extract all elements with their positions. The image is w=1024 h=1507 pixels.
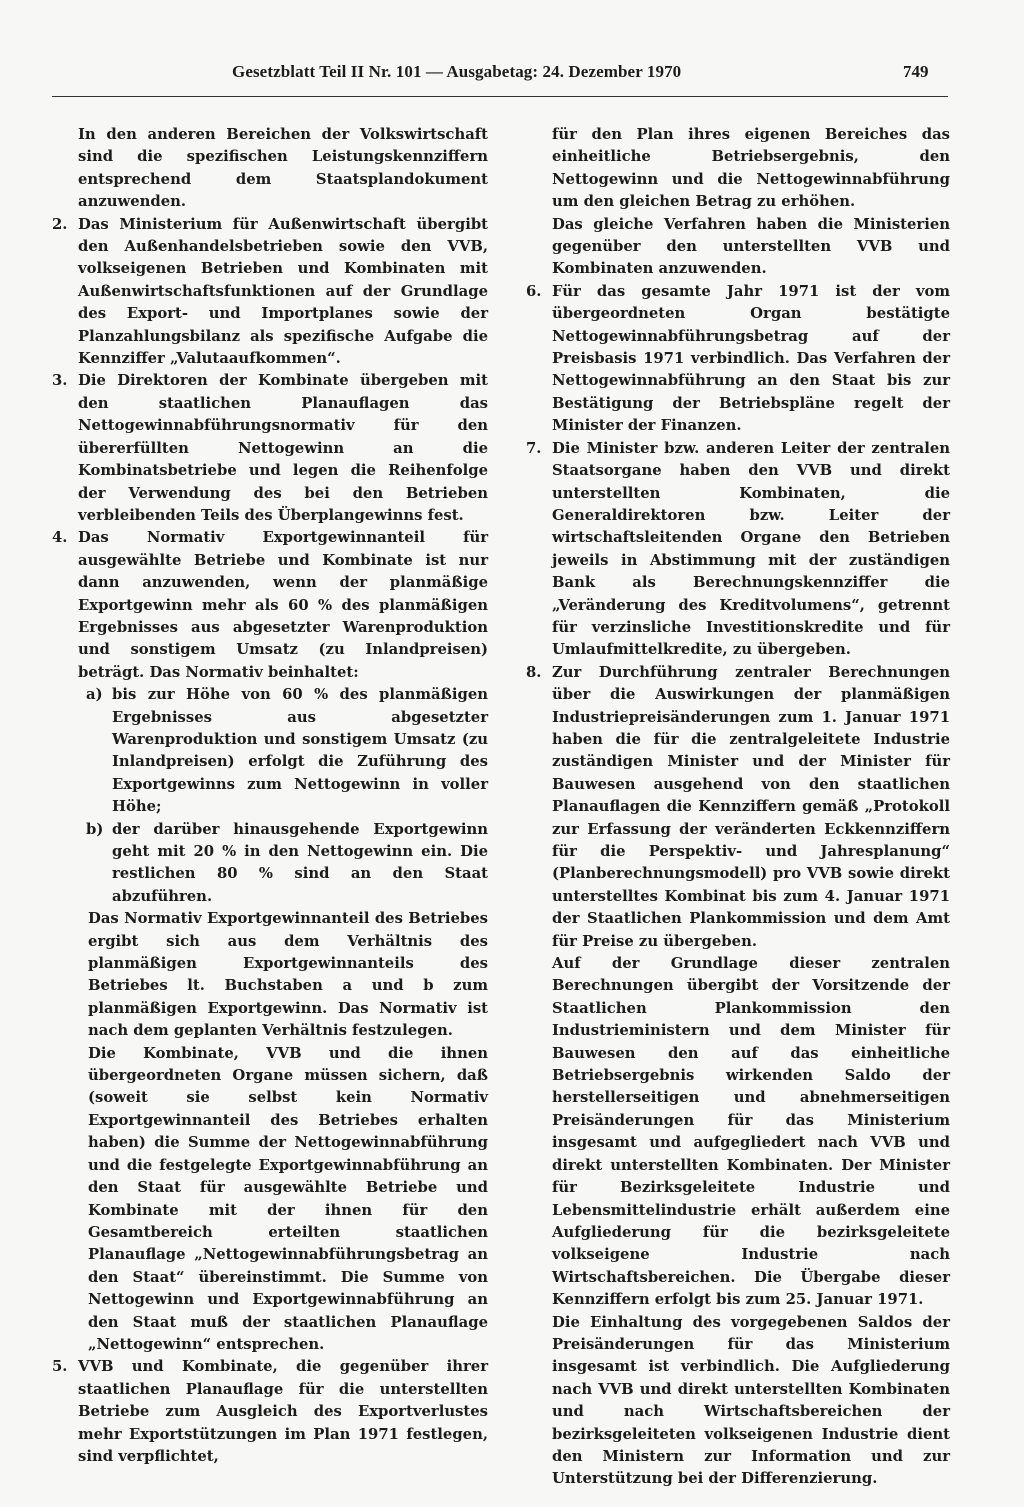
item-5-continuation: für den Plan ihres eigenen Bereiches das einheitliche Betriebsergebnis, den Nettogewinn und die Nettogewinnabführung um den gleichen Betrag zu erhöhen. [552, 126, 950, 211]
item-text: Das Normativ Exportgewinnanteil für ausgewählte Betriebe und Kombinate ist nur dann anzuwenden, wenn der planmäßige Exportgewinn mehr als 60 % des planmäßigen Ergebnisses aus abgesetzter Warenproduktion und sonstigem Umsatz (zu Inlandpreisen) beträgt. Das Normativ beinhaltet: [78, 529, 488, 681]
item-number: 7. [526, 439, 542, 457]
item-text: Die Minister bzw. anderen Leiter der zentralen Staatsorgane haben den VVB und direkt unterstellten Kombinaten, die Generaldirektoren bzw. Leiter der wirtschaftsleitenden Organe den Betrieben jeweils in Abstimmung mit der zuständigen Bank als Berechnungskennziffer die „Veränderung des Kreditvolumens“, getrennt für verzinsliche Investitionskredite und für Umlaufmittelkredite, zu übergeben. [552, 439, 950, 659]
item-number: 2. [52, 215, 68, 233]
left-column [52, 124, 488, 1468]
sub-item-letter: b) [86, 820, 104, 838]
item-number: 5. [52, 1358, 68, 1376]
list-item-6 [522, 281, 950, 438]
right-column [522, 124, 950, 1491]
list-item-5 [52, 1356, 488, 1468]
running-header: Gesetzblatt Teil II Nr. 101 — Ausgabetag: 24. Dezember 1970 [232, 62, 682, 81]
sub-item-text: bis zur Höhe von 60 % des planmäßigen Ergebnisses aus abgesetzter Warenproduktion und sonstigem Umsatz (zu Inlandpreisen) erfolgt die Zuführung des Exportgewinns zum Nettogewinn in voller Höhe; [112, 686, 488, 816]
item-5-continuation-2: Das gleiche Verfahren haben die Ministerien gegenüber den unterstellten VVB und Kombinaten anzuwenden. [552, 215, 950, 278]
intro-paragraph: In den anderen Bereichen der Volkswirtschaft sind die spezifischen Leistungskennziffern entsprechend dem Staatsplandokument anzuwenden. [78, 126, 488, 211]
list-item-8 [522, 662, 950, 953]
sub-item-text: der darüber hinausgehende Exportgewinn geht mit 20 % in den Nettogewinn ein. Die restlichen 80 % sind an den Staat abzuführen. [112, 820, 488, 905]
item-text: Zur Durchführung zentraler Berechnungen über die Auswirkungen der planmäßigen Industriepreisänderungen zum 1. Januar 1971 haben die für die zentralgeleitete Industrie zuständigen Minister und der Minister für Bauwesen ausgehend von den staatlichen Planauflagen die Kennziffern gemäß „Protokoll zur Erfassung der veränderten Eckkennziffern für die Perspektiv- und Jahresplanung“ (Planberechnungsmodell) pro VVB sowie direkt unterstelltes Kombinat bis zum 4. Januar 1971 der Staatlichen Plankommission und dem Amt für Preise zu übergeben. [552, 663, 950, 950]
list-item-2 [52, 214, 488, 371]
item-text: VVB und Kombinate, die gegenüber ihrer staatlichen Planauflage für die unterstellten Betriebe zum Ausgleich des Exportverlustes mehr Exportstützungen im Plan 1971 festlegen, sind verpflichtet, [78, 1358, 488, 1465]
list-item-4 [52, 527, 488, 684]
item-text: Für das gesamte Jahr 1971 ist der vom übergeordneten Organ bestätigte Nettogewinnabführungsbetrag auf der Preisbasis 1971 verbindlich. Das Verfahren der Nettogewinnabführung an den Staat bis zur Bestätigung der Betriebspläne regelt der Minister der Finanzen. [552, 282, 950, 435]
item-number: 8. [526, 663, 542, 681]
sub-item-letter: a) [86, 686, 103, 704]
item-4-continuation-1: Das Normativ Exportgewinnanteil des Betriebes ergibt sich aus dem Verhältnis des planmäßigen Exportgewinnanteils des Betriebes lt. Buchstaben a und b zum planmäßigen Exportgewinn. Das Normativ ist nach dem geplanten Verhältnis festzulegen. [88, 910, 488, 1040]
item-text: Das Ministerium für Außenwirtschaft übergibt den Außenhandelsbetrieben sowie den VVB, volkseigenen Betrieben und Kombinaten mit Außenwirtschaftsfunktionen auf der Grundlage des Export- und Importplanes sowie der Planzahlungsbilanz als spezifische Aufgabe die Kennziffer „Valutaaufkommen“. [78, 215, 488, 368]
item-number: 6. [526, 282, 542, 300]
list-item-7 [522, 438, 950, 662]
item-8-continuation-1: Auf der Grundlage dieser zentralen Berechnungen übergibt der Vorsitzende der Staatlichen Plankommission den Industrieministern und dem Minister für Bauwesen den auf das einheitliche Betriebsergebnis wirkenden Saldo der herstellerseitigen und abnehmerseitigen Preisänderungen für das Ministerium insgesamt und aufgegliedert nach VVB und direkt unterstellten Kombinaten. Der Minister für Bezirksgeleitete Industrie und Lebensmittelindustrie erhält außerdem eine Aufgliederung für die bezirksgeleitete volkseigene Industrie nach Wirtschaftsbereichen. Die Übergabe dieser Kennziffern erfolgt bis zum 25. Januar 1971. [552, 955, 950, 1309]
item-4-continuation-2: Die Kombinate, VVB und die ihnen übergeordneten Organe müssen sichern, daß (soweit sie selbst kein Normativ Exportgewinnanteil des Betriebes erhalten haben) die Summe der Nettogewinnabführung und die festgelegte Exportgewinnabführung an den Staat für ausgewählte Betriebe und Kombinate mit der ihnen für den Gesamtbereich erteilten staatlichen Planauflage „Nettogewinnabführungsbetrag an den Staat“ übereinstimmt. Die Summe von Nettogewinn und Exportgewinnabführung an den Staat muß der staatlichen Planauflage „Nettogewinn“ entsprechen. [88, 1044, 488, 1353]
item-8-continuation-2: Die Einhaltung des vorgegebenen Saldos der Preisänderungen für das Ministerium insgesamt ist verbindlich. Die Aufgliederung nach VVB und direkt unterstellten Kombinaten und nach Wirtschaftsbereichen der bezirksgeleiteten volkseigenen Industrie dient den Ministern zur Information und zur Unterstützung bei der Differenzierung. [552, 1313, 950, 1488]
page-number: 749 [903, 62, 929, 81]
item-number: 3. [52, 372, 68, 390]
header-rule [52, 96, 948, 97]
item-text: Die Direktoren der Kombinate übergeben mit den staatlichen Planauflagen das Nettogewinnabführungsnormativ für den übererfüllten Nettogewinn an die Kombinatsbetriebe und legen die Reihenfolge der Verwendung des bei den Betrieben verbleibenden Teils des Überplangewinns fest. [78, 372, 488, 524]
sub-item-a [52, 684, 488, 818]
sub-item-b [52, 819, 488, 909]
item-number: 4. [52, 529, 68, 547]
list-item-3 [52, 370, 488, 527]
